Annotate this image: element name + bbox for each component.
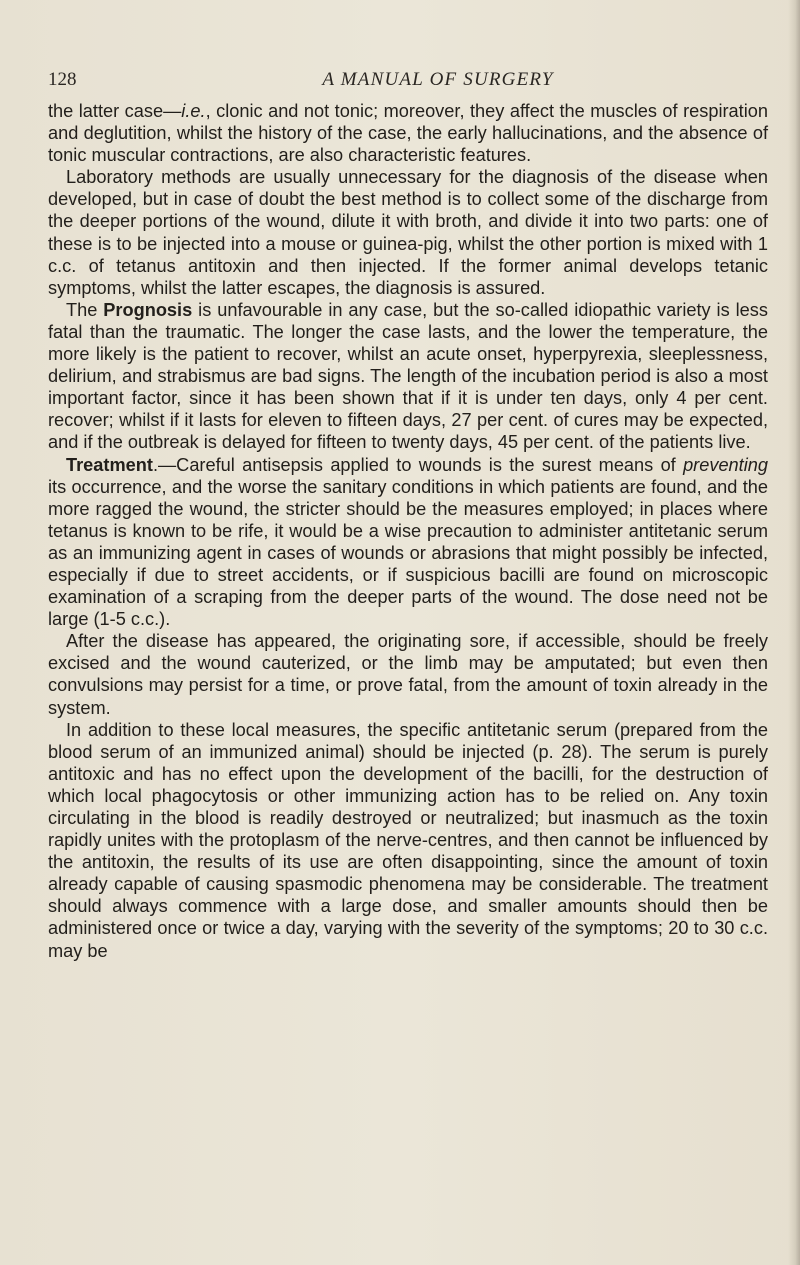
paragraph [48, 299, 768, 454]
run-in-heading: Treatment [66, 454, 153, 475]
paragraph-text: the latter case— [48, 101, 182, 121]
paragraph-text: .—Careful antisepsis applied to wounds is the surest means of [152, 454, 684, 475]
paragraph-text: its occurrence, and the worse the sanitary conditions in which patients are found, and the more ragged the wound, the stricter should be the measures employed; in places where tetanus is known to be rife, it would be a wise precaution to administer antitetanic serum as an immunizing agent in cases of wounds or abrasions that might possibly be infected, especially if due to street accidents, or if suspicious bacilli are found on microscopic examination of a scraping from the deeper parts of the wound. The dose need not be large (1-5 c.c.). [48, 476, 768, 630]
running-head: A MANUAL OF SURGERY [322, 69, 554, 90]
paragraph-text: Laboratory methods are usually unnecessary for the diagnosis of the disease when developed, but in case of doubt the best method is to collect some of the discharge from the deeper portions of the wound, dilute it with broth, and divide it into two parts: one of these is to be injected into a mouse or guinea-pig, whilst the other portion is mixed with 1 c.c. of tetanus antitoxin and then injected. If the former animal develops tetanic symptoms, whilst the latter escapes, the diagnosis is assured. [48, 167, 768, 298]
page-number: 128 [48, 69, 77, 90]
paragraph-text: In addition to these local measures, the specific antitetanic serum (prepared from the blood serum of an immunized animal) should be injected (p. 28). The serum is purely antitoxic and has no effect upon the development of the bacilli, for the destruction of which local phagocytosis or other immunizing action has to be relied on. Any toxin circulating in the blood is readily destroyed or neutralized; but inasmuch as the toxin rapidly unites with the protoplasm of the nerve-centres, and then cannot be influenced by the antitoxin, the results of its use are often disappointing, since the amount of toxin already capable of causing spasmodic phenomena may be considerable. The treatment should always commence with a large dose, and smaller amounts should then be administered once or twice a day, varying with the severity of the symptoms; 20 to 30 c.c. may be [48, 719, 768, 961]
run-in-heading: Prognosis [103, 299, 193, 320]
italic-text: i.e. [181, 101, 206, 121]
page-header [48, 69, 788, 93]
paragraph [48, 719, 768, 962]
paragraph-text: After the disease has appeared, the originating sore, if accessible, should be freely excised and the wound cauterized, or the limb may be amputated; but even then convulsions may persist for a time, or prove fatal, from the amount of toxin already in the system. [48, 631, 768, 718]
paragraph [48, 454, 768, 631]
italic-text: preventing [683, 454, 768, 475]
paragraph-text: , clonic and not tonic; moreover, they affect the muscles of respiration and deglutition, whilst the history of the case, the early hallucinations, and the absence of tonic muscular contractions, are also characteristic features. [48, 101, 768, 166]
paragraph [48, 100, 768, 166]
body-text [48, 100, 768, 962]
paragraph [48, 630, 768, 718]
page-edge-shadow [788, 0, 800, 1265]
paragraph-text: The [66, 299, 104, 320]
paragraph-text: is unfavourable in any case, but the so-called idiopathic variety is less fatal than the traumatic. The longer the case lasts, and the lower the temperature, the more likely is the patient to recover, whilst an acute onset, hyperpyrexia, sleeplessness, delirium, and strabismus are bad signs. The length of the incubation period is also a most important factor, since it has been shown that if it is under ten days, only 4 per cent. recover; whilst if it lasts for eleven to fifteen days, 27 per cent. of cures may be expected, and if the outbreak is delayed for fifteen to twenty days, 45 per cent. of the patients live. [48, 299, 768, 453]
paragraph [48, 166, 768, 299]
